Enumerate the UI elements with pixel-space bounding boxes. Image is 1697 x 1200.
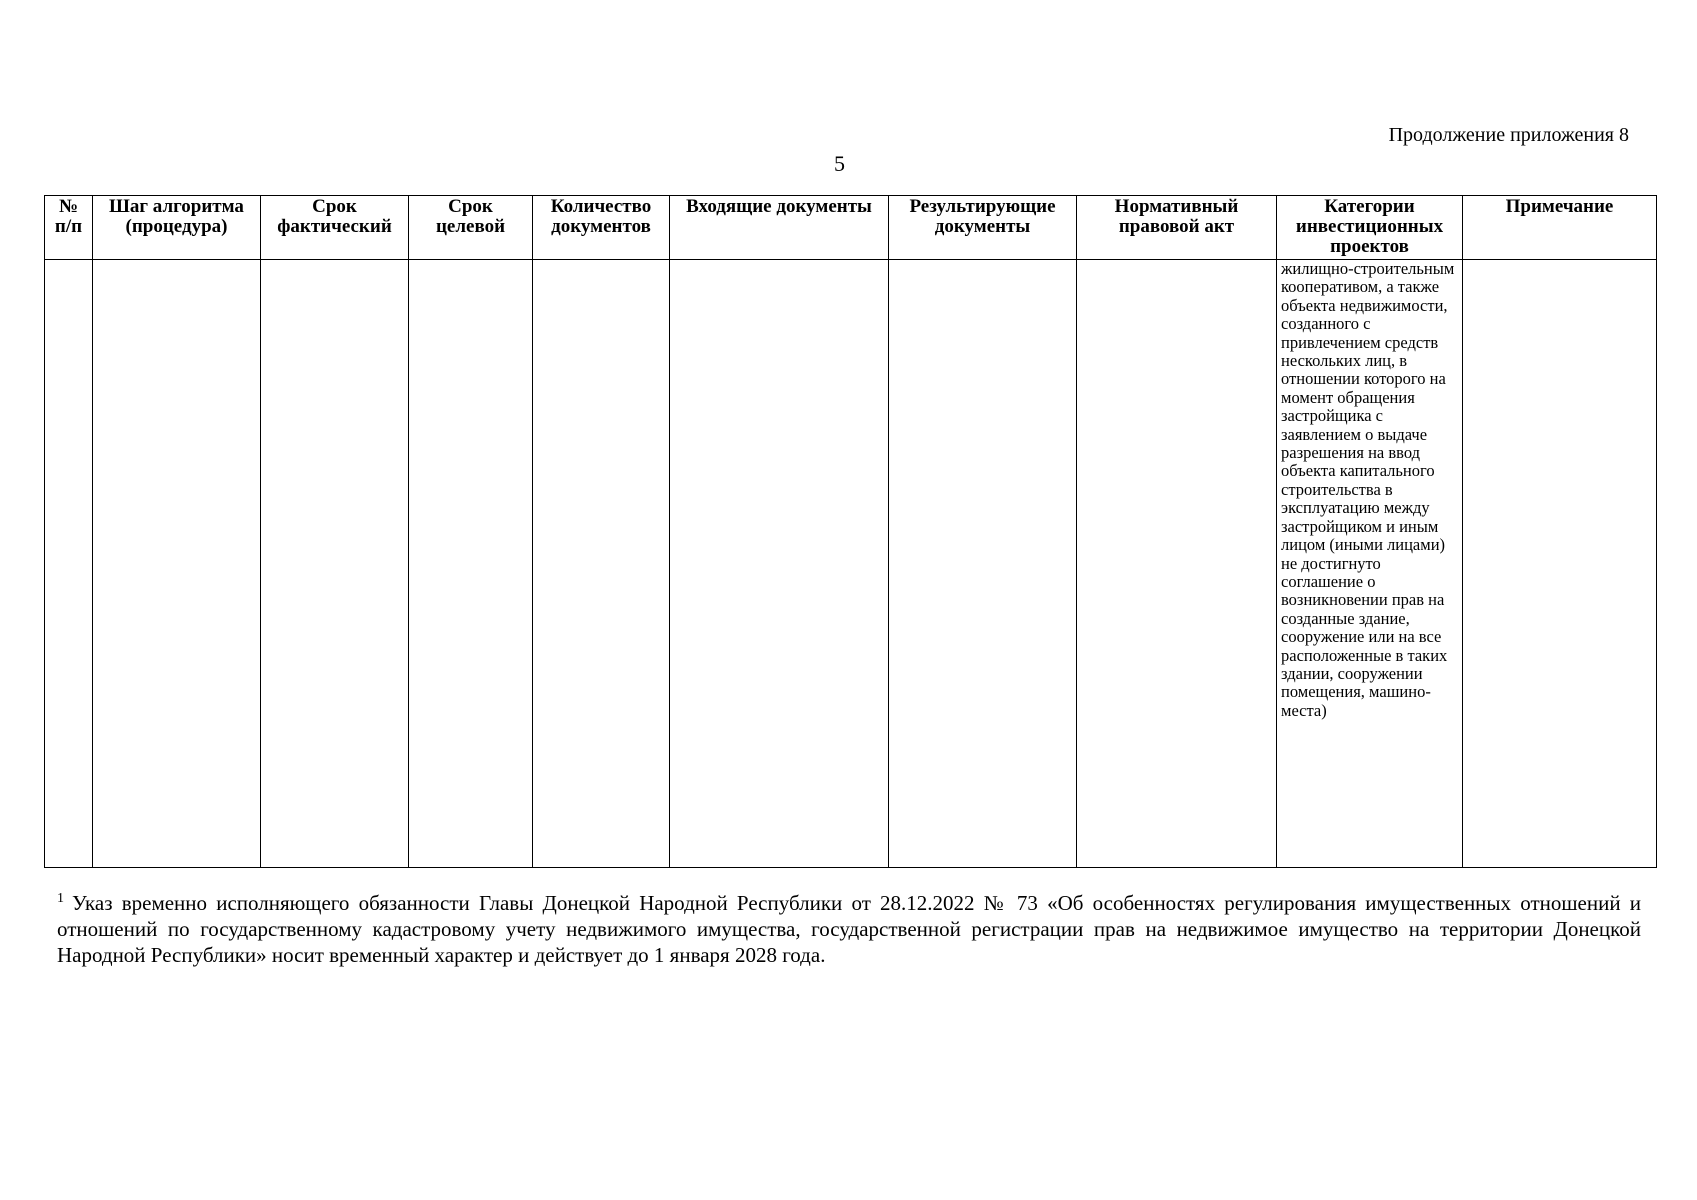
column-header-resulting-documents: Результирующие документы xyxy=(889,196,1077,260)
appendix-continuation-label: Продолжение приложения 8 xyxy=(1388,124,1629,146)
cell-term-target xyxy=(409,260,533,868)
column-header-number: № п/п xyxy=(45,196,93,260)
column-header-step: Шаг алгоритма (процедура) xyxy=(93,196,261,260)
cell-resulting-documents xyxy=(889,260,1077,868)
page-number: 5 xyxy=(834,151,845,176)
algorithm-table xyxy=(44,195,1657,868)
cell-incoming-documents xyxy=(670,260,889,868)
cell-step xyxy=(93,260,261,868)
column-header-legal-act: Нормативный правовой акт xyxy=(1077,196,1277,260)
column-header-term-actual: Срок фактический xyxy=(261,196,409,260)
column-header-term-target: Срок целевой xyxy=(409,196,533,260)
column-header-categories: Категории инвестиционных проектов xyxy=(1277,196,1463,260)
cell-term-actual xyxy=(261,260,409,868)
column-header-note: Примечание xyxy=(1463,196,1657,260)
footnote-marker: 1 xyxy=(57,891,64,906)
column-header-incoming-documents: Входящие документы xyxy=(670,196,889,260)
footnote-text: Указ временно исполняющего обязанности Главы Донецкой Народной Республики от 28.12.2022 № 73 «Об особенностях регулирования имущественных отношений и отношений по государственному кадастровому учету недвижимого имущества, государственной регистрации прав на недвижимое имущество на территории Донецкой Народной Республики» носит временный характер и действует до 1 января 2028 года. xyxy=(57,891,1641,967)
cell-number xyxy=(45,260,93,868)
table-header-row xyxy=(45,196,1657,260)
cell-note xyxy=(1463,260,1657,868)
column-header-documents-count: Количество документов xyxy=(533,196,670,260)
cell-legal-act xyxy=(1077,260,1277,868)
table-row xyxy=(45,260,1657,868)
cell-categories: жилищно-строительным кооперативом, а также объекта недвижимости, созданного с привлечением средств нескольких лиц, в отношении которого на момент обращения застройщика с заявлением о выдаче разрешения на ввод объекта капитального строительства в эксплуатацию между застройщиком и иным лицом (иными лицами) не достигнуто соглашение о возникновении прав на созданные здание, сооружение или на все расположенные в таких здании, сооружении помещения, машино-места) xyxy=(1277,260,1463,868)
cell-documents-count xyxy=(533,260,670,868)
footnote xyxy=(57,890,1641,968)
